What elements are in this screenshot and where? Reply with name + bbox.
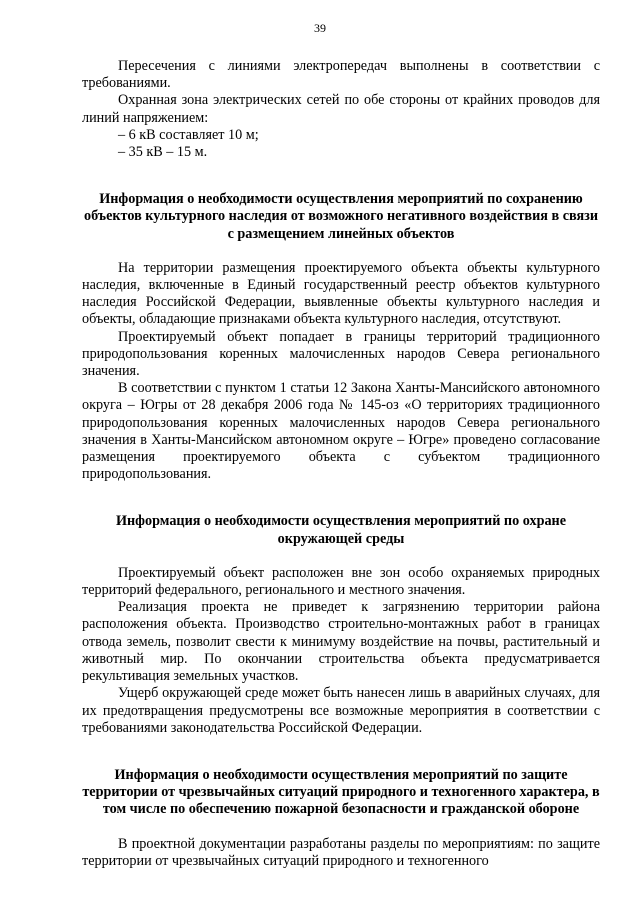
document-body — [82, 58, 600, 870]
section1-paragraph-3: В соответствии с пунктом 1 статьи 12 Закона Ханты-Мансийского автономного округа – Югры от 28 декабря 2006 года № 145-оз «О территориях традиционного природопользования коренных малочисленных народов Севера регионального значения в Ханты-Мансийском автономном округе – Югре» проведено согласование размещения проектируемого объекта с субъектом традиционного природопользования. — [82, 380, 600, 483]
list-item-6kv: – 6 кВ составляет 10 м; — [118, 126, 259, 143]
section-heading-emergency: Информация о необходимости осуществления мероприятий по защите территории от чрезвычайных ситуаций природного и техногенного характера, в том числе по обеспечению пожарной безопасности и гражданской обороне — [82, 766, 600, 818]
section1-paragraph-1: На территории размещения проектируемого объекта объекты культурного наследия, включенные в Единый государственный реестр объектов культурного наследия Российской Федерации, выявленные объекты культурного наследия и объекты, обладающие признаками объекта культурного наследия, отсутствуют. — [82, 259, 600, 328]
section-heading-environment: Информация о необходимости осуществления мероприятий по охране окружающей среды — [115, 513, 567, 547]
intro-paragraph-1: Пересечения с линиями электропередач выполнены в соответствии с требованиями. — [82, 58, 600, 92]
section2-paragraph-2: Реализация проекта не приведет к загрязнению территории района расположения объекта. Производство строительно-монтажных работ в границах отвода земель, позволит свести к минимуму воздействие на почвы, растительный и животный мир. По окончании строительства объекта предусматривается рекультивация земельных участков. — [82, 599, 600, 685]
section2-paragraph-1: Проектируемый объект расположен вне зон особо охраняемых природных территорий федерального, регионального и местного значения. — [82, 564, 600, 599]
section-heading-cultural-heritage: Информация о необходимости осуществления мероприятий по сохранению объектов культурного наследия от возможного негативного воздействия в связи с размещением линейных объектов — [83, 191, 599, 242]
section3-paragraph-1: В проектной документации разработаны разделы по мероприятиям: по защите территории от чрезвычайных ситуаций природного и техногенного — [82, 835, 600, 869]
intro-paragraph-2: Охранная зона электрических сетей по обе стороны от крайних проводов для линий напряжением: — [82, 92, 600, 126]
list-item-35kv: – 35 кВ – 15 м. — [118, 144, 208, 161]
section2-paragraph-3: Ущерб окружающей среде может быть нанесен лишь в аварийных случаях, для их предотвращения предусмотрены все возможные мероприятия в соответствии с требованиями законодательства Российской Федерации. — [82, 685, 600, 736]
section1-paragraph-2: Проектируемый объект попадает в границы территорий традиционного природопользования коренных малочисленных народов Севера регионального значения. — [82, 328, 600, 380]
page-number: 39 — [314, 21, 326, 35]
